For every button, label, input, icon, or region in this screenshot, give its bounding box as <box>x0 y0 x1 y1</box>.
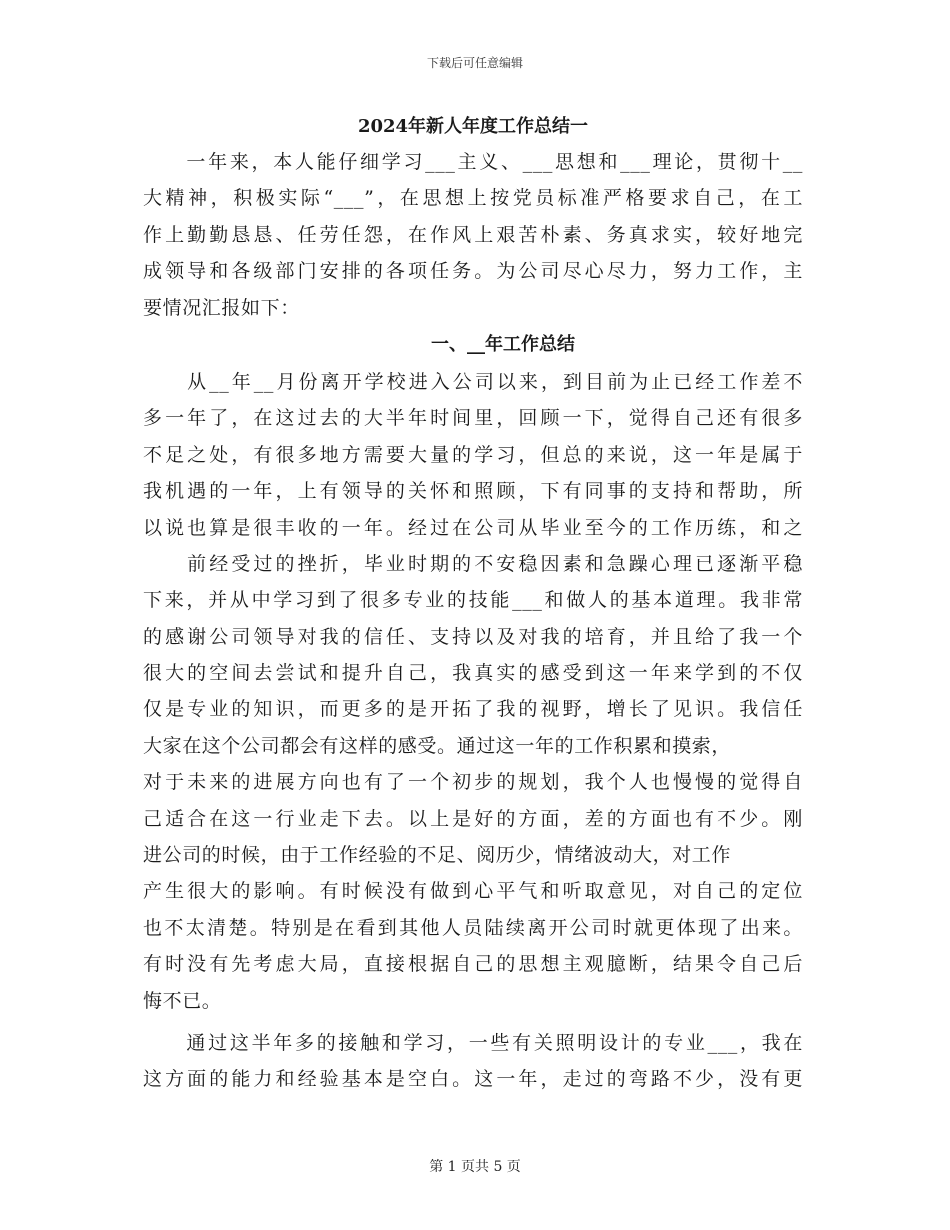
paragraph-2 <box>143 1025 803 1098</box>
page-header-note: 下载后可任意编辑 <box>426 56 523 70</box>
text-line: 对于未来的进展方向也有了一个初步的规划，我个人也慢慢的觉得自 <box>143 771 803 794</box>
text-line: 悔不已。 <box>143 989 222 1012</box>
document-title: 2024年新人年度工作总结一 <box>357 116 589 137</box>
text-line: 从__年__月份离开学校进入公司以来，到目前为止已经工作差不 <box>143 370 803 393</box>
intro-paragraph <box>143 144 803 326</box>
page-number: 第 1 页共 5 页 <box>429 1159 521 1175</box>
text-line: 也不太清楚。特别是在看到其他人员陆续离开公司时就更体现了出来。 <box>143 916 803 939</box>
paragraph-1 <box>143 364 803 1019</box>
text-line: 通过这半年多的接触和学习，一些有关照明设计的专业___，我在 <box>143 1031 803 1054</box>
text-line: 很大的空间去尝试和提升自己，我真实的感受到这一年来学到的不仅 <box>143 662 803 685</box>
text-line: 大精神，积极实际“___”，在思想上按党员标准严格要求自己，在工 <box>143 187 803 210</box>
text-line: 进公司的时候，由于工作经验的不足、阅历少，情绪波动大，对工作 <box>143 844 732 867</box>
text-line: 仅是专业的知识，而更多的是开拓了我的视野，增长了见识。我信任 <box>143 698 803 721</box>
text-line: 要情况汇报如下： <box>143 296 300 319</box>
text-line: 多一年了，在这过去的大半年时间里，回顾一下，觉得自己还有很多 <box>143 407 803 430</box>
document-body <box>143 110 803 1098</box>
text-line: 这方面的能力和经验基本是空白。这一年，走过的弯路不少，没有更 <box>143 1068 803 1091</box>
section-heading: 一、__年工作总结 <box>431 333 575 355</box>
text-line: 前经受过的挫折，毕业时期的不安稳因素和急躁心理已逐渐平稳 <box>143 552 803 575</box>
text-line: 有时没有先考虑大局，直接根据自己的思想主观臆断，结果令自己后 <box>143 953 803 976</box>
text-line: 己适合在这一行业走下去。以上是好的方面，差的方面也有不少。刚 <box>143 807 803 830</box>
text-line: 产生很大的影响。有时候没有做到心平气和听取意见，对自己的定位 <box>143 880 803 903</box>
text-line: 一年来，本人能仔细学习___主义、___思想和___理论，贯彻十__ <box>143 151 803 173</box>
text-line: 作上勤勤恳恳、任劳任怨，在作风上艰苦朴素、务真求实，较好地完 <box>143 223 803 246</box>
text-line: 以说也算是很丰收的一年。经过在公司从毕业至今的工作历练，和之 <box>143 516 803 539</box>
text-line: 我机遇的一年，上有领导的关怀和照顾，下有同事的支持和帮助，所 <box>143 480 803 503</box>
text-line: 成领导和各级部门安排的各项任务。为公司尽心尽力，努力工作，主 <box>143 260 803 283</box>
text-line: 下来，并从中学习到了很多专业的技能___和做人的基本道理。我非常 <box>143 589 803 612</box>
text-line: 大家在这个公司都会有这样的感受。通过这一年的工作积累和摸索， <box>143 734 732 757</box>
text-line: 的感谢公司领导对我的信任、支持以及对我的培育，并且给了我一个 <box>143 625 803 648</box>
text-line: 不足之处，有很多地方需要大量的学习，但总的来说，这一年是属于 <box>143 443 803 466</box>
